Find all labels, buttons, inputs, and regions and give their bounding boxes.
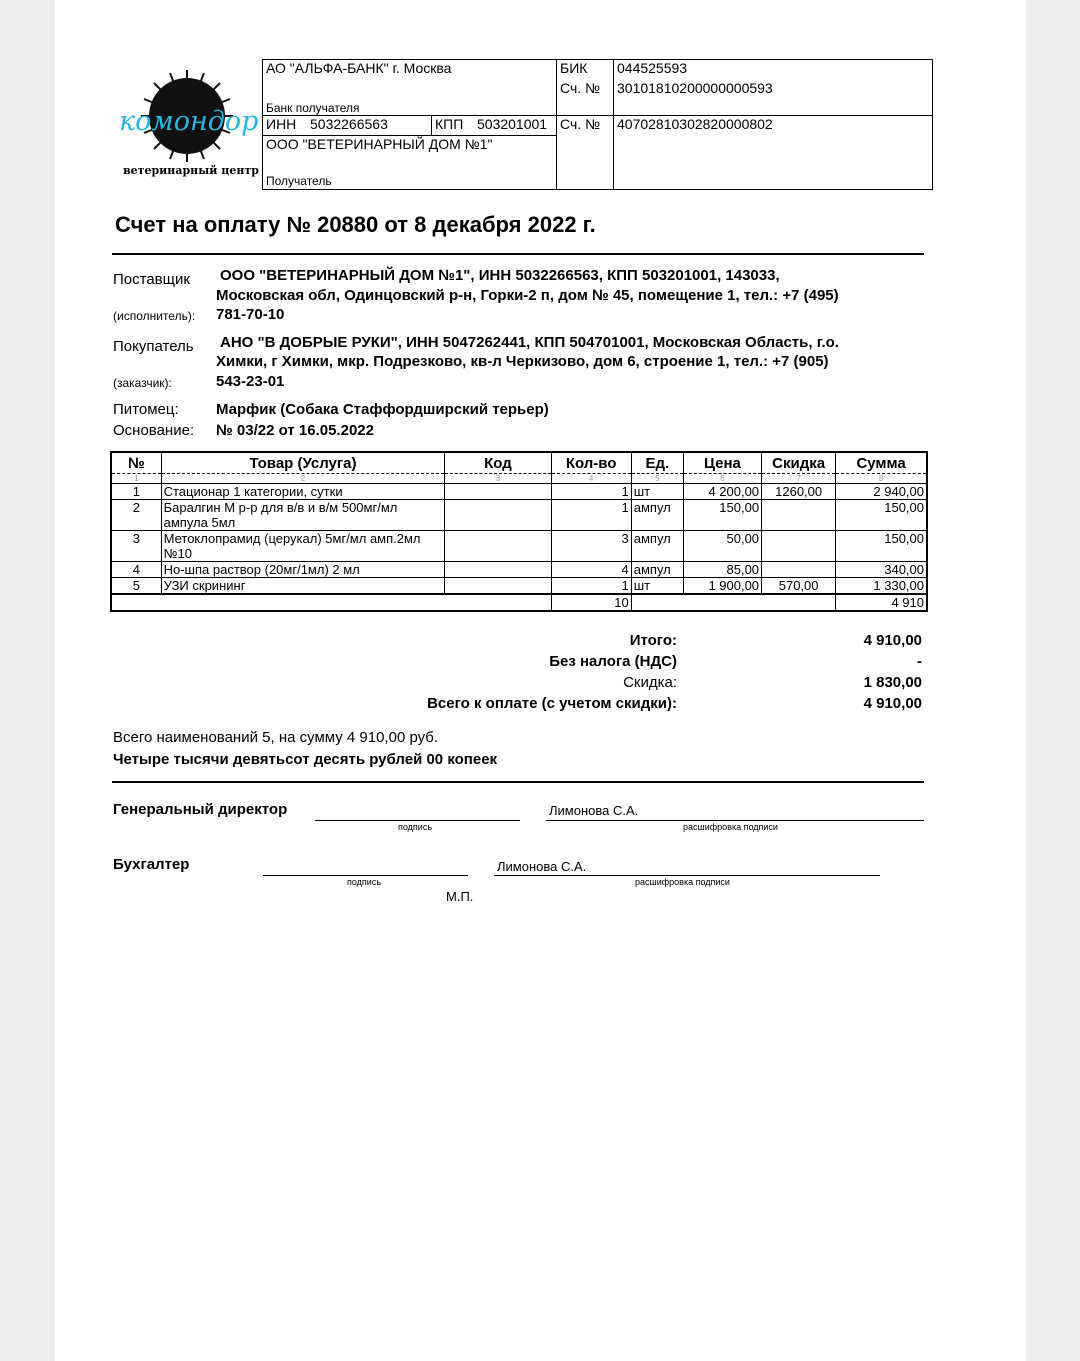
amount-in-words: Четыре тысячи девятьсот десять рублей 00 копеек: [113, 751, 498, 768]
accountant-sign-caption: подпись: [347, 877, 382, 887]
row-sum: 340,00: [836, 562, 927, 578]
row-num: 1: [111, 484, 161, 500]
supplier-line-1: ООО "ВЕТЕРИНАРНЫЙ ДОМ №1", ИНН 5032266563, КПП 503201001, 143033,: [220, 267, 780, 284]
total-sum: 4 910: [836, 594, 927, 611]
col-num: 8: [836, 474, 927, 484]
kpp-label: КПП: [432, 116, 475, 136]
accountant-decode-line: [494, 875, 880, 876]
col-num: 6: [683, 474, 761, 484]
table-row: [111, 500, 927, 531]
row-price: 150,00: [683, 500, 761, 531]
row-unit: шт: [631, 578, 683, 595]
row-discount: [762, 500, 836, 531]
row-price: 85,00: [683, 562, 761, 578]
corr-account: 30101810200000000593: [614, 80, 933, 116]
accountant-sign-line: [263, 875, 468, 876]
col-num: 2: [161, 474, 445, 484]
total-spacer: [111, 594, 551, 611]
row-num: 2: [111, 500, 161, 531]
stamp-place: М.П.: [446, 889, 474, 904]
row-code: [445, 562, 551, 578]
supplier-line-2: Московская обл, Одинцовский р-н, Горки-2 п, дом № 45, помещение 1, тел.: +7 (495): [216, 287, 839, 304]
buyer-label: Покупатель: [113, 338, 194, 355]
row-unit: ампул: [631, 531, 683, 562]
items-count-line: Всего наименований 5, на сумму 4 910,00 руб.: [113, 729, 439, 746]
row-sum: 150,00: [836, 531, 927, 562]
table-row: [111, 484, 927, 500]
bank-details-table: [262, 59, 933, 190]
table-total-row: [111, 594, 927, 611]
row-name: УЗИ скрининг: [161, 578, 445, 595]
pet-label: Питомец:: [113, 401, 179, 418]
total-qty: 10: [551, 594, 631, 611]
director-decode-caption: расшифровка подписи: [683, 822, 778, 832]
discount-value: 1 830,00: [863, 674, 922, 691]
director-sign-caption: подпись: [398, 822, 433, 832]
bik-value: 044525593: [614, 60, 933, 80]
itogo-value: 4 910,00: [863, 632, 922, 649]
basis-label: Основание:: [113, 422, 195, 439]
grand-total-label: Всего к оплате (с учетом скидки):: [427, 695, 677, 712]
director-label: Генеральный директор: [113, 801, 288, 818]
accountant-label: Бухгалтер: [113, 856, 190, 873]
row-unit: ампул: [631, 562, 683, 578]
row-name: Но-шпа раствор (20мг/1мл) 2 мл: [161, 562, 445, 578]
corr-label: Сч. №: [557, 80, 614, 116]
discount-label: Скидка:: [623, 674, 677, 691]
table-header-row: [111, 452, 927, 474]
row-qty: 1: [551, 500, 631, 531]
account-value: 40702810302820000802: [614, 116, 933, 190]
row-num: 3: [111, 531, 161, 562]
row-qty: 3: [551, 531, 631, 562]
row-sum: 1 330,00: [836, 578, 927, 595]
buyer-line-1: АНО "В ДОБРЫЕ РУКИ", ИНН 5047262441, КПП 504701001, Московская Область, г.о.: [220, 334, 839, 351]
row-qty: 1: [551, 484, 631, 500]
row-num: 4: [111, 562, 161, 578]
vat-label: Без налога (НДС): [549, 653, 677, 670]
inn-label: ИНН: [263, 116, 308, 136]
header-sum: Сумма: [836, 452, 927, 474]
logo-subtitle: ветеринарный центр: [123, 164, 259, 177]
inn-value: 5032266563: [307, 116, 432, 136]
recipient-cell: [263, 136, 557, 190]
pet-value: Марфик (Собака Стаффордширский терьер): [216, 401, 549, 418]
supplier-sublabel: (исполнитель):: [113, 309, 196, 323]
row-discount: 1260,00: [762, 484, 836, 500]
row-name: Стационар 1 категории, сутки: [161, 484, 445, 500]
buyer-line-2: Химки, г Химки, мкр. Подрезково, кв-л Черкизово, дом 6, строение 1, тел.: +7 (905): [216, 353, 829, 370]
col-num: 5: [631, 474, 683, 484]
row-sum: 150,00: [836, 500, 927, 531]
director-decode-line: [546, 820, 924, 821]
row-price: 50,00: [683, 531, 761, 562]
row-unit: шт: [631, 484, 683, 500]
table-row: [111, 531, 927, 562]
header-qty: Кол-во: [551, 452, 631, 474]
kpp-value: 503201001: [474, 116, 557, 136]
row-code: [445, 578, 551, 595]
accountant-name: Лимонова С.А.: [497, 859, 587, 874]
header-discount: Скидка: [762, 452, 836, 474]
row-qty: 4: [551, 562, 631, 578]
title-divider: [112, 253, 924, 255]
bik-label: БИК: [557, 60, 614, 80]
row-code: [445, 484, 551, 500]
recipient-name: ООО "ВЕТЕРИНАРНЫЙ ДОМ №1": [266, 136, 493, 152]
row-discount: 570,00: [762, 578, 836, 595]
row-code: [445, 531, 551, 562]
buyer-sublabel: (заказчик):: [113, 376, 172, 390]
company-logo: [115, 66, 260, 181]
header-unit: Ед.: [631, 452, 683, 474]
col-num: 3: [445, 474, 551, 484]
table-row: [111, 562, 927, 578]
header-num: №: [111, 452, 161, 474]
total-spacer: [631, 594, 835, 611]
row-discount: [762, 531, 836, 562]
row-price: 4 200,00: [683, 484, 761, 500]
header-code: Код: [445, 452, 551, 474]
col-num: 4: [551, 474, 631, 484]
row-code: [445, 500, 551, 531]
director-name: Лимонова С.А.: [549, 803, 639, 818]
recipient-bank-label: Банк получателя: [263, 80, 557, 116]
col-num: 7: [762, 474, 836, 484]
col-num: 1: [111, 474, 161, 484]
buyer-line-3: 543-23-01: [216, 373, 285, 390]
items-table: [110, 451, 928, 612]
column-number-row: [111, 474, 927, 484]
invoice-title: Счет на оплату № 20880 от 8 декабря 2022 г.: [115, 212, 596, 237]
grand-total-value: 4 910,00: [863, 695, 922, 712]
itogo-label: Итого:: [629, 632, 677, 649]
basis-value: № 03/22 от 16.05.2022: [216, 422, 374, 439]
account-label: Сч. №: [557, 116, 614, 190]
supplier-line-3: 781-70-10: [216, 306, 285, 323]
vat-value: -: [917, 653, 922, 670]
row-price: 1 900,00: [683, 578, 761, 595]
row-name: Баралгин М р-р для в/в и в/м 500мг/мл ампула 5мл: [161, 500, 445, 531]
row-name: Метоклопрамид (церукал) 5мг/мл амп.2мл №10: [161, 531, 445, 562]
supplier-label: Поставщик: [113, 271, 190, 288]
bank-name: АО "АЛЬФА-БАНК" г. Москва: [263, 60, 557, 80]
summary-divider: [112, 781, 924, 783]
accountant-decode-caption: расшифровка подписи: [635, 877, 730, 887]
header-price: Цена: [683, 452, 761, 474]
logo-text: комондор: [119, 106, 259, 137]
recipient-label: Получатель: [266, 174, 332, 188]
row-sum: 2 940,00: [836, 484, 927, 500]
table-row: [111, 578, 927, 595]
row-unit: ампул: [631, 500, 683, 531]
header-name: Товар (Услуга): [161, 452, 445, 474]
row-qty: 1: [551, 578, 631, 595]
row-num: 5: [111, 578, 161, 595]
row-discount: [762, 562, 836, 578]
director-sign-line: [315, 820, 520, 821]
